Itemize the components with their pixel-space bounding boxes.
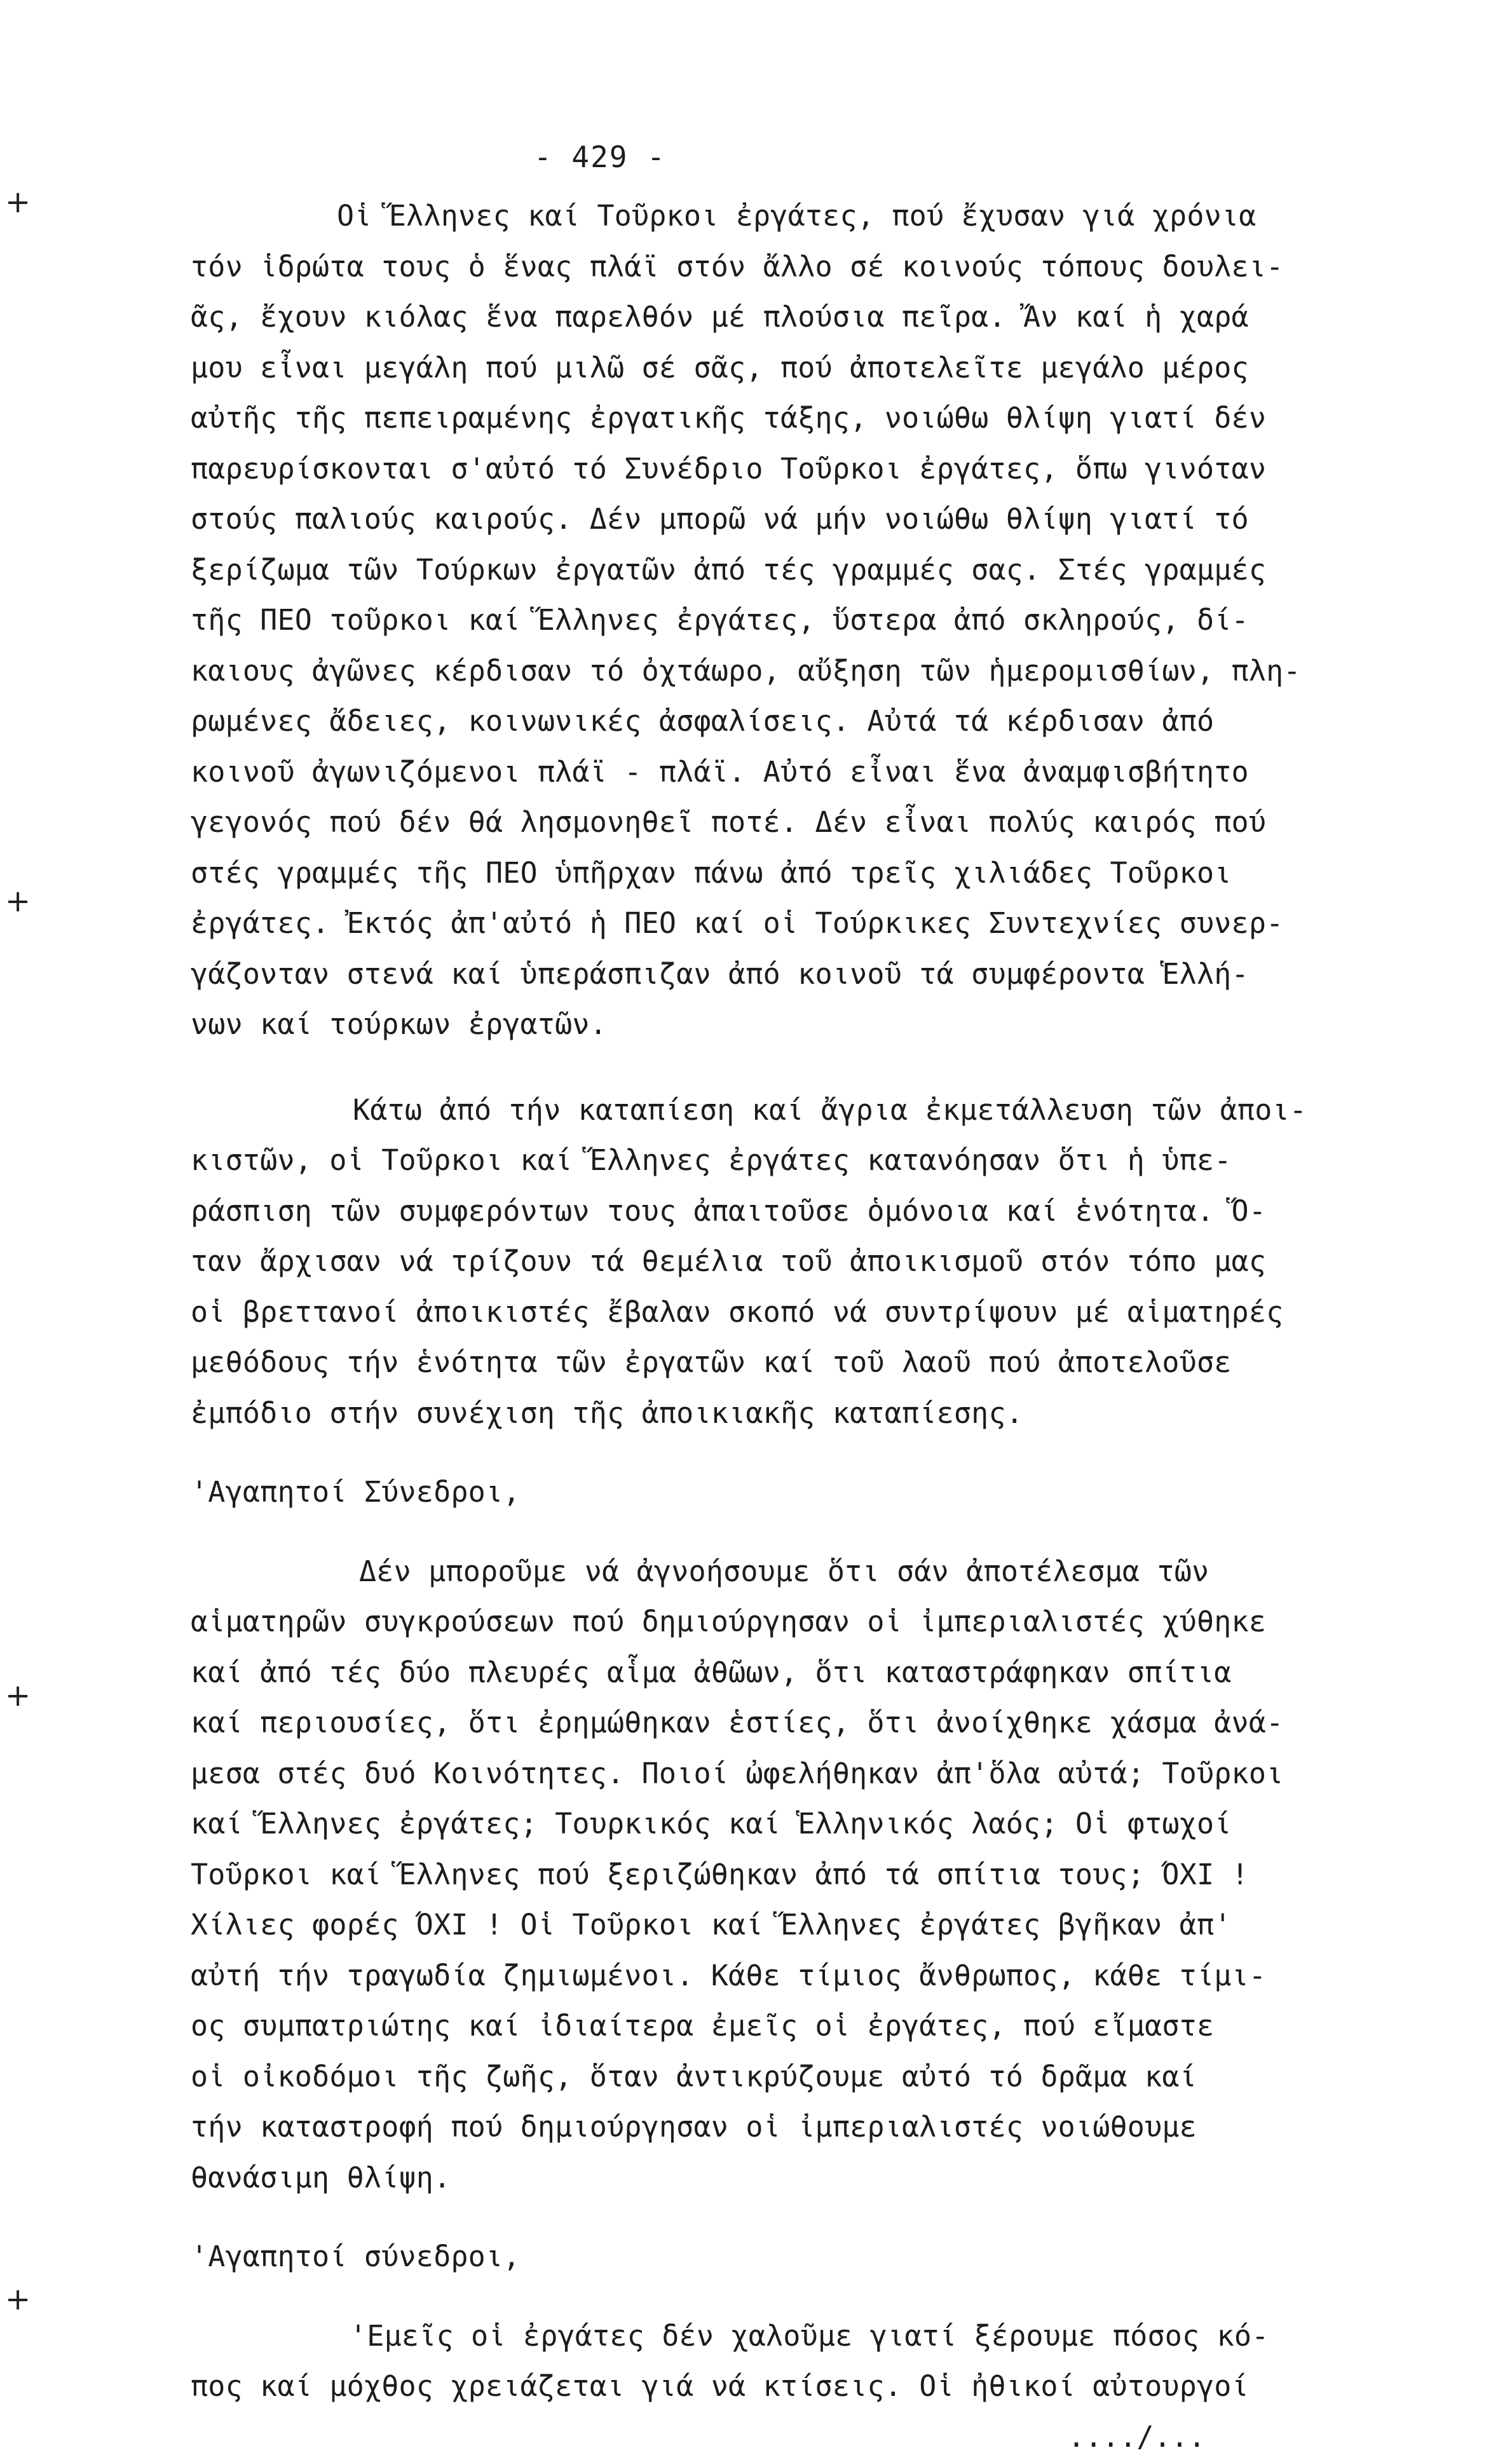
text-line: γάζονταν στενά καί ὑπεράσπιζαν ἀπό κοινοῦ τά συμφέροντα Ἑλλή- — [191, 949, 1347, 1000]
paragraph-spacer — [191, 1518, 1347, 1546]
text-line: ος συμπατριώτης καί ἰδιαίτερα ἐμεῖς οἱ ἐργάτες, πού εἴμαστε — [191, 2001, 1347, 2051]
salutation-2 — [191, 2231, 1347, 2282]
text-line: θανάσιμη θλίψη. — [191, 2153, 1347, 2203]
text-line: ράσπιση τῶν συμφερόντων τους ἀπαιτοῦσε ὁμόνοια καί ἑνότητα. Ὅ- — [191, 1186, 1347, 1237]
text-line: ξερίζωμα τῶν Τούρκων ἐργατῶν ἀπό τές γραμμές σας. Στές γραμμές — [191, 545, 1347, 595]
paragraph-spacer — [191, 2203, 1347, 2231]
document-body — [191, 191, 1347, 2462]
paragraph-spacer — [191, 2282, 1347, 2311]
continuation-mark: ..../... — [191, 2412, 1347, 2462]
text-line: ἐργάτες. Ἐκτός ἀπ'αὐτό ἡ ΠΕΟ καί οἱ Τούρκικες Συντεχνίες συνερ- — [191, 898, 1347, 949]
margin-tick-mark: + — [5, 2282, 31, 2317]
text-line: καί ἀπό τές δύο πλευρές αἷμα ἀθῶων, ὅτι καταστράφηκαν σπίτια — [191, 1647, 1347, 1698]
text-line: οἱ οἰκοδόμοι τῆς ζωῆς, ὅταν ἀντικρύζουμε αὐτό τό δρᾶμα καί — [191, 2051, 1347, 2102]
text-line: κιστῶν, οἱ Τοῦρκοι καί Ἕλληνες ἐργάτες κατανόησαν ὅτι ἡ ὑπε- — [191, 1135, 1347, 1186]
salutation-line: 'Αγαπητοί Σύνεδροι, — [191, 1467, 1347, 1518]
text-line: Χίλιες φορές ΌΧΙ ! Οἱ Τοῦρκοι καί Ἕλληνες ἐργάτες βγῆκαν ἀπ' — [191, 1900, 1347, 1950]
text-line: κοινοῦ ἀγωνιζόμενοι πλάϊ - πλάϊ. Αὐτό εἶναι ἕνα ἀναμφισβήτητο — [191, 747, 1347, 798]
text-line: μου εἶναι μεγάλη πού μιλῶ σέ σᾶς, πού ἀποτελεῖτε μεγάλο μέρος — [191, 343, 1347, 393]
text-line: αὐτή τήν τραγωδία ζημιωμένοι. Κάθε τίμιος ἄνθρωπος, κάθε τίμι- — [191, 1950, 1347, 2001]
text-line: παρευρίσκονται σ'αὐτό τό Συνέδριο Τοῦρκοι ἐργάτες, ὅπω γινόταν — [191, 444, 1347, 494]
margin-tick-mark: + — [5, 883, 31, 919]
text-line: στές γραμμές τῆς ΠΕΟ ὑπῆρχαν πάνω ἀπό τρεῖς χιλιάδες Τοῦρκοι — [191, 848, 1347, 899]
page-number: - 429 - — [534, 140, 666, 174]
text-line: ἐμπόδιο στήν συνέχιση τῆς ἀποικιακῆς καταπίεσης. — [191, 1388, 1347, 1439]
text-line: ρωμένες ἄδειες, κοινωνικές ἀσφαλίσεις. Αὐτά τά κέρδισαν ἀπό — [191, 696, 1347, 747]
text-line: μεσα στές δυό Κοινότητες. Ποιοί ὠφελήθηκαν ἀπ'ὅλα αὐτά; Τοῦρκοι — [191, 1748, 1347, 1799]
text-line: καί Ἕλληνες ἐργάτες; Τουρκικός καί Ἑλληνικός λαός; Οἱ φτωχοί — [191, 1799, 1347, 1849]
paragraph-spacer — [191, 1050, 1347, 1085]
text-line: αὐτῆς τῆς πεπειραμένης ἐργατικῆς τάξης, νοιώθω θλίψη γιατί δέν — [191, 393, 1347, 444]
paragraph-spacer — [191, 1438, 1347, 1467]
text-line: αἱματηρῶν συγκρούσεων πού δημιούργησαν οἱ ἰμπεριαλιστές χύθηκε — [191, 1596, 1347, 1647]
text-line: γεγονός πού δέν θά λησμονηθεῖ ποτέ. Δέν εἶναι πολύς καιρός πού — [191, 797, 1347, 848]
text-line: καί περιουσίες, ὅτι ἐρημώθηκαν ἑστίες, ὅτι ἀνοίχθηκε χάσμα ἀνά- — [191, 1697, 1347, 1748]
text-line: μεθόδους τήν ἑνότητα τῶν ἐργατῶν καί τοῦ λαοῦ πού ἀποτελοῦσε — [191, 1337, 1347, 1388]
text-line: Κάτω ἀπό τήν καταπίεση καί ἄγρια ἐκμετάλλευση τῶν ἀποι- — [191, 1085, 1347, 1136]
text-line: τόν ἱδρώτα τους ὁ ἕνας πλάϊ στόν ἄλλο σέ κοινούς τόπους δουλει- — [191, 241, 1347, 292]
paragraph-1 — [191, 191, 1347, 1050]
text-line: πος καί μόχθος χρειάζεται γιά νά κτίσεις. Οἱ ἠθικοί αὐτουργοί — [191, 2361, 1347, 2412]
paragraph-2 — [191, 1085, 1347, 1439]
text-line: 'Εμεῖς οἱ ἐργάτες δέν χαλοῦμε γιατί ξέρουμε πόσος κό- — [191, 2311, 1347, 2362]
text-line: καιους ἀγῶνες κέρδισαν τό ὀχτάωρο, αὔξηση τῶν ἡμερομισθίων, πλη- — [191, 646, 1347, 697]
text-line: Οἱ Ἕλληνες καί Τοῦρκοι ἐργάτες, πού ἔχυσαν γιά χρόνια — [191, 191, 1347, 241]
text-line: ᾶς, ἔχουν κιόλας ἕνα παρελθόν μέ πλούσια πεῖρα. Ἄν καί ἡ χαρά — [191, 292, 1347, 343]
text-line: στούς παλιούς καιρούς. Δέν μπορῶ νά μήν νοιώθω θλίψη γιατί τό — [191, 494, 1347, 545]
text-line: Δέν μποροῦμε νά ἀγνοήσουμε ὅτι σάν ἀποτέλεσμα τῶν — [191, 1546, 1347, 1597]
paragraph-4 — [191, 2311, 1347, 2412]
text-line: Τοῦρκοι καί Ἕλληνες πού ξεριζώθηκαν ἀπό τά σπίτια τους; ΌΧΙ ! — [191, 1849, 1347, 1900]
text-line: νων καί τούρκων ἐργατῶν. — [191, 999, 1347, 1050]
paragraph-3 — [191, 1546, 1347, 2203]
margin-tick-mark: + — [5, 1678, 31, 1713]
text-line: οἱ βρεττανοί ἀποικιστές ἔβαλαν σκοπό νά συντρίψουν μέ αἱματηρές — [191, 1287, 1347, 1338]
text-line: τήν καταστροφή πού δημιούργησαν οἱ ἰμπεριαλιστές νοιώθουμε — [191, 2102, 1347, 2153]
text-line: τῆς ΠΕΟ τοῦρκοι καί Ἕλληνες ἐργάτες, ὕστερα ἀπό σκληρούς, δί- — [191, 595, 1347, 646]
salutation-1 — [191, 1467, 1347, 1518]
salutation-line: 'Αγαπητοί σύνεδροι, — [191, 2231, 1347, 2282]
margin-tick-mark: + — [5, 184, 31, 220]
text-line: ταν ἄρχισαν νά τρίζουν τά θεμέλια τοῦ ἀποικισμοῦ στόν τόπο μας — [191, 1236, 1347, 1287]
